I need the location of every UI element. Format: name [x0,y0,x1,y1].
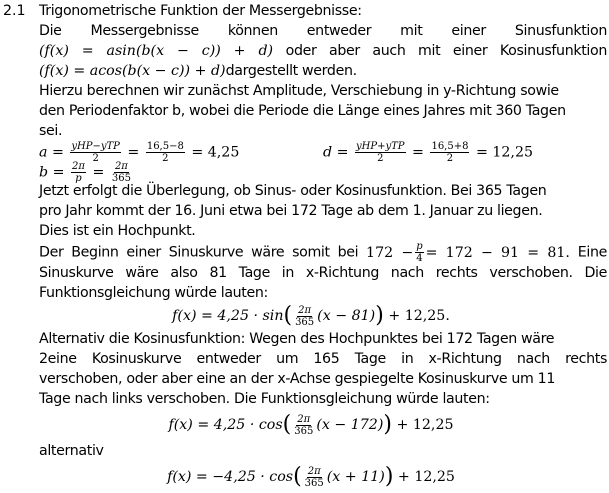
reasoning-line-4-post: Eine [577,244,607,261]
numerator: yHP+yTP [356,141,405,152]
math-part: = 172 − 91 = 81. [425,244,570,261]
numerator: 2π [307,465,321,477]
denominator: 365 [294,425,314,437]
denominator: 365 [304,477,324,489]
paren-close: ) [375,303,384,328]
numerator: 16,5+8 [431,141,469,152]
document-body [39,1,607,493]
cos-general-formula: (f(x) = acos(b(x − c)) + d) [39,63,226,79]
equation-d-result: = 12,25 [475,144,533,161]
equation-b [39,161,607,184]
paren-close: ) [384,464,394,489]
fraction [293,414,314,437]
sin-result-equation [39,303,607,329]
intro-line-1: Die Messergebnisse können entweder mit einer Sinusfunktion [39,23,607,39]
equation-inner: (x + 11) [326,469,385,485]
reasoning-line-4-math [366,241,570,263]
equation-inner: (x − 81) [317,308,376,324]
equals: = [92,164,105,181]
section-title: Trigonometrische Funktion der Messergebnisse: [39,3,362,19]
equation-tail: + 12,25 [396,417,454,433]
paren-close: ) [383,412,392,437]
numerator: 2π [297,413,311,425]
numerator: 2π [298,304,312,316]
equation-lhs: f(x) = −4,25 · cos [167,469,294,485]
intro-line-3 [39,61,607,81]
cos-reasoning-line-2: 2eine Kosinuskurve entweder um 165 Tage in x-Richtung nach rechts [39,351,607,367]
reasoning-line-2: pro Jahr kommt der 16. Juni etwa bei 172 Tage ab dem 1. Januar zu liegen. [39,203,543,219]
calc-intro-line-1: Hierzu berechnen wir zunächst Amplitude, Verschiebung in y-Richtung sowie [39,83,559,99]
reasoning-line-5: Sinuskurve wäre also 81 Tage in x-Richtung nach rechts verschoben. Die [39,265,607,281]
intro-line-2-tail: oder aber auch mit einer Kosinusfunktion [285,43,607,59]
denominator: 2 [377,153,384,164]
section-number: 2.1 [3,3,26,19]
cos-reasoning-line-3: verschoben, oder aber eine an der x-Achse gespiegelte Kosinuskurve um 11 [39,371,556,387]
reasoning-line-6: Funktionsgleichung würde lauten: [39,285,268,301]
equation-row-a-d [39,141,607,164]
numerator: 2π [72,161,85,172]
cos-reasoning-line-1: Alternativ die Kosinusfunktion: Wegen des Hochpunktes bei 172 Tagen wäre [39,331,555,347]
denominator: 2 [162,153,169,164]
reasoning-line-1: Jetzt erfolgt die Überlegung, ob Sinus- oder Kosinusfunktion. Bei 365 Tagen [39,183,547,199]
sin-general-formula: (f(x) = asin(b(x − c)) + d) [39,43,274,59]
numerator: 2π [114,161,128,172]
equation-d-lhs: d = [323,144,349,161]
equation-b-lhs: b = [39,164,65,181]
denominator: p [75,173,82,184]
numerator: 16,5−8 [146,141,184,152]
equals: = [127,144,140,161]
equals: = [412,144,424,161]
equation-lhs: f(x) = 4,25 · cos [168,417,283,433]
numerator: yHP−yTP [71,141,120,152]
intro-line-2 [39,41,607,61]
calc-intro-line-3: sei. [39,123,63,139]
equation-inner: (x − 172) [316,417,384,433]
intro-line-3-tail: dargestellt werden. [225,63,357,79]
fraction [294,305,315,328]
alternativ-label: alternativ [39,443,104,459]
reasoning-line-4-pre: Der Beginn einer Sinuskurve wäre somit bei [39,244,359,261]
paren-open: ( [283,303,293,328]
denominator: 365 [111,173,131,184]
cos-alt-result-equation [39,461,607,493]
reasoning-line-4 [39,241,607,263]
denominator: 4 [416,253,423,263]
denominator: 365 [295,316,315,328]
paren-open: ( [282,412,292,437]
equation-tail: + 12,25. [388,308,450,324]
equation-a-result: = 4,25 [191,144,240,161]
denominator: 2 [446,153,454,164]
denominator: 2 [92,153,99,164]
math-part: 172 − [366,244,414,261]
cos-result-equation [39,409,607,441]
fraction [111,161,132,184]
equation-lhs: f(x) = 4,25 · sin [172,308,284,324]
fraction [71,161,86,184]
equation-tail: + 12,25 [397,469,455,485]
calc-intro-line-2: den Periodenfaktor b, wobei die Periode die Länge eines Jahres mit 360 Tagen [39,103,566,119]
numerator: p [416,241,423,252]
paren-open: ( [293,464,302,489]
cos-reasoning-line-4: Tage nach links verschoben. Die Funktionsgleichung würde lauten: [39,391,490,407]
fraction [304,466,325,489]
fraction [415,241,423,263]
equation-a-lhs: a = [39,144,64,161]
reasoning-line-3: Dies ist ein Hochpunkt. [39,223,196,239]
